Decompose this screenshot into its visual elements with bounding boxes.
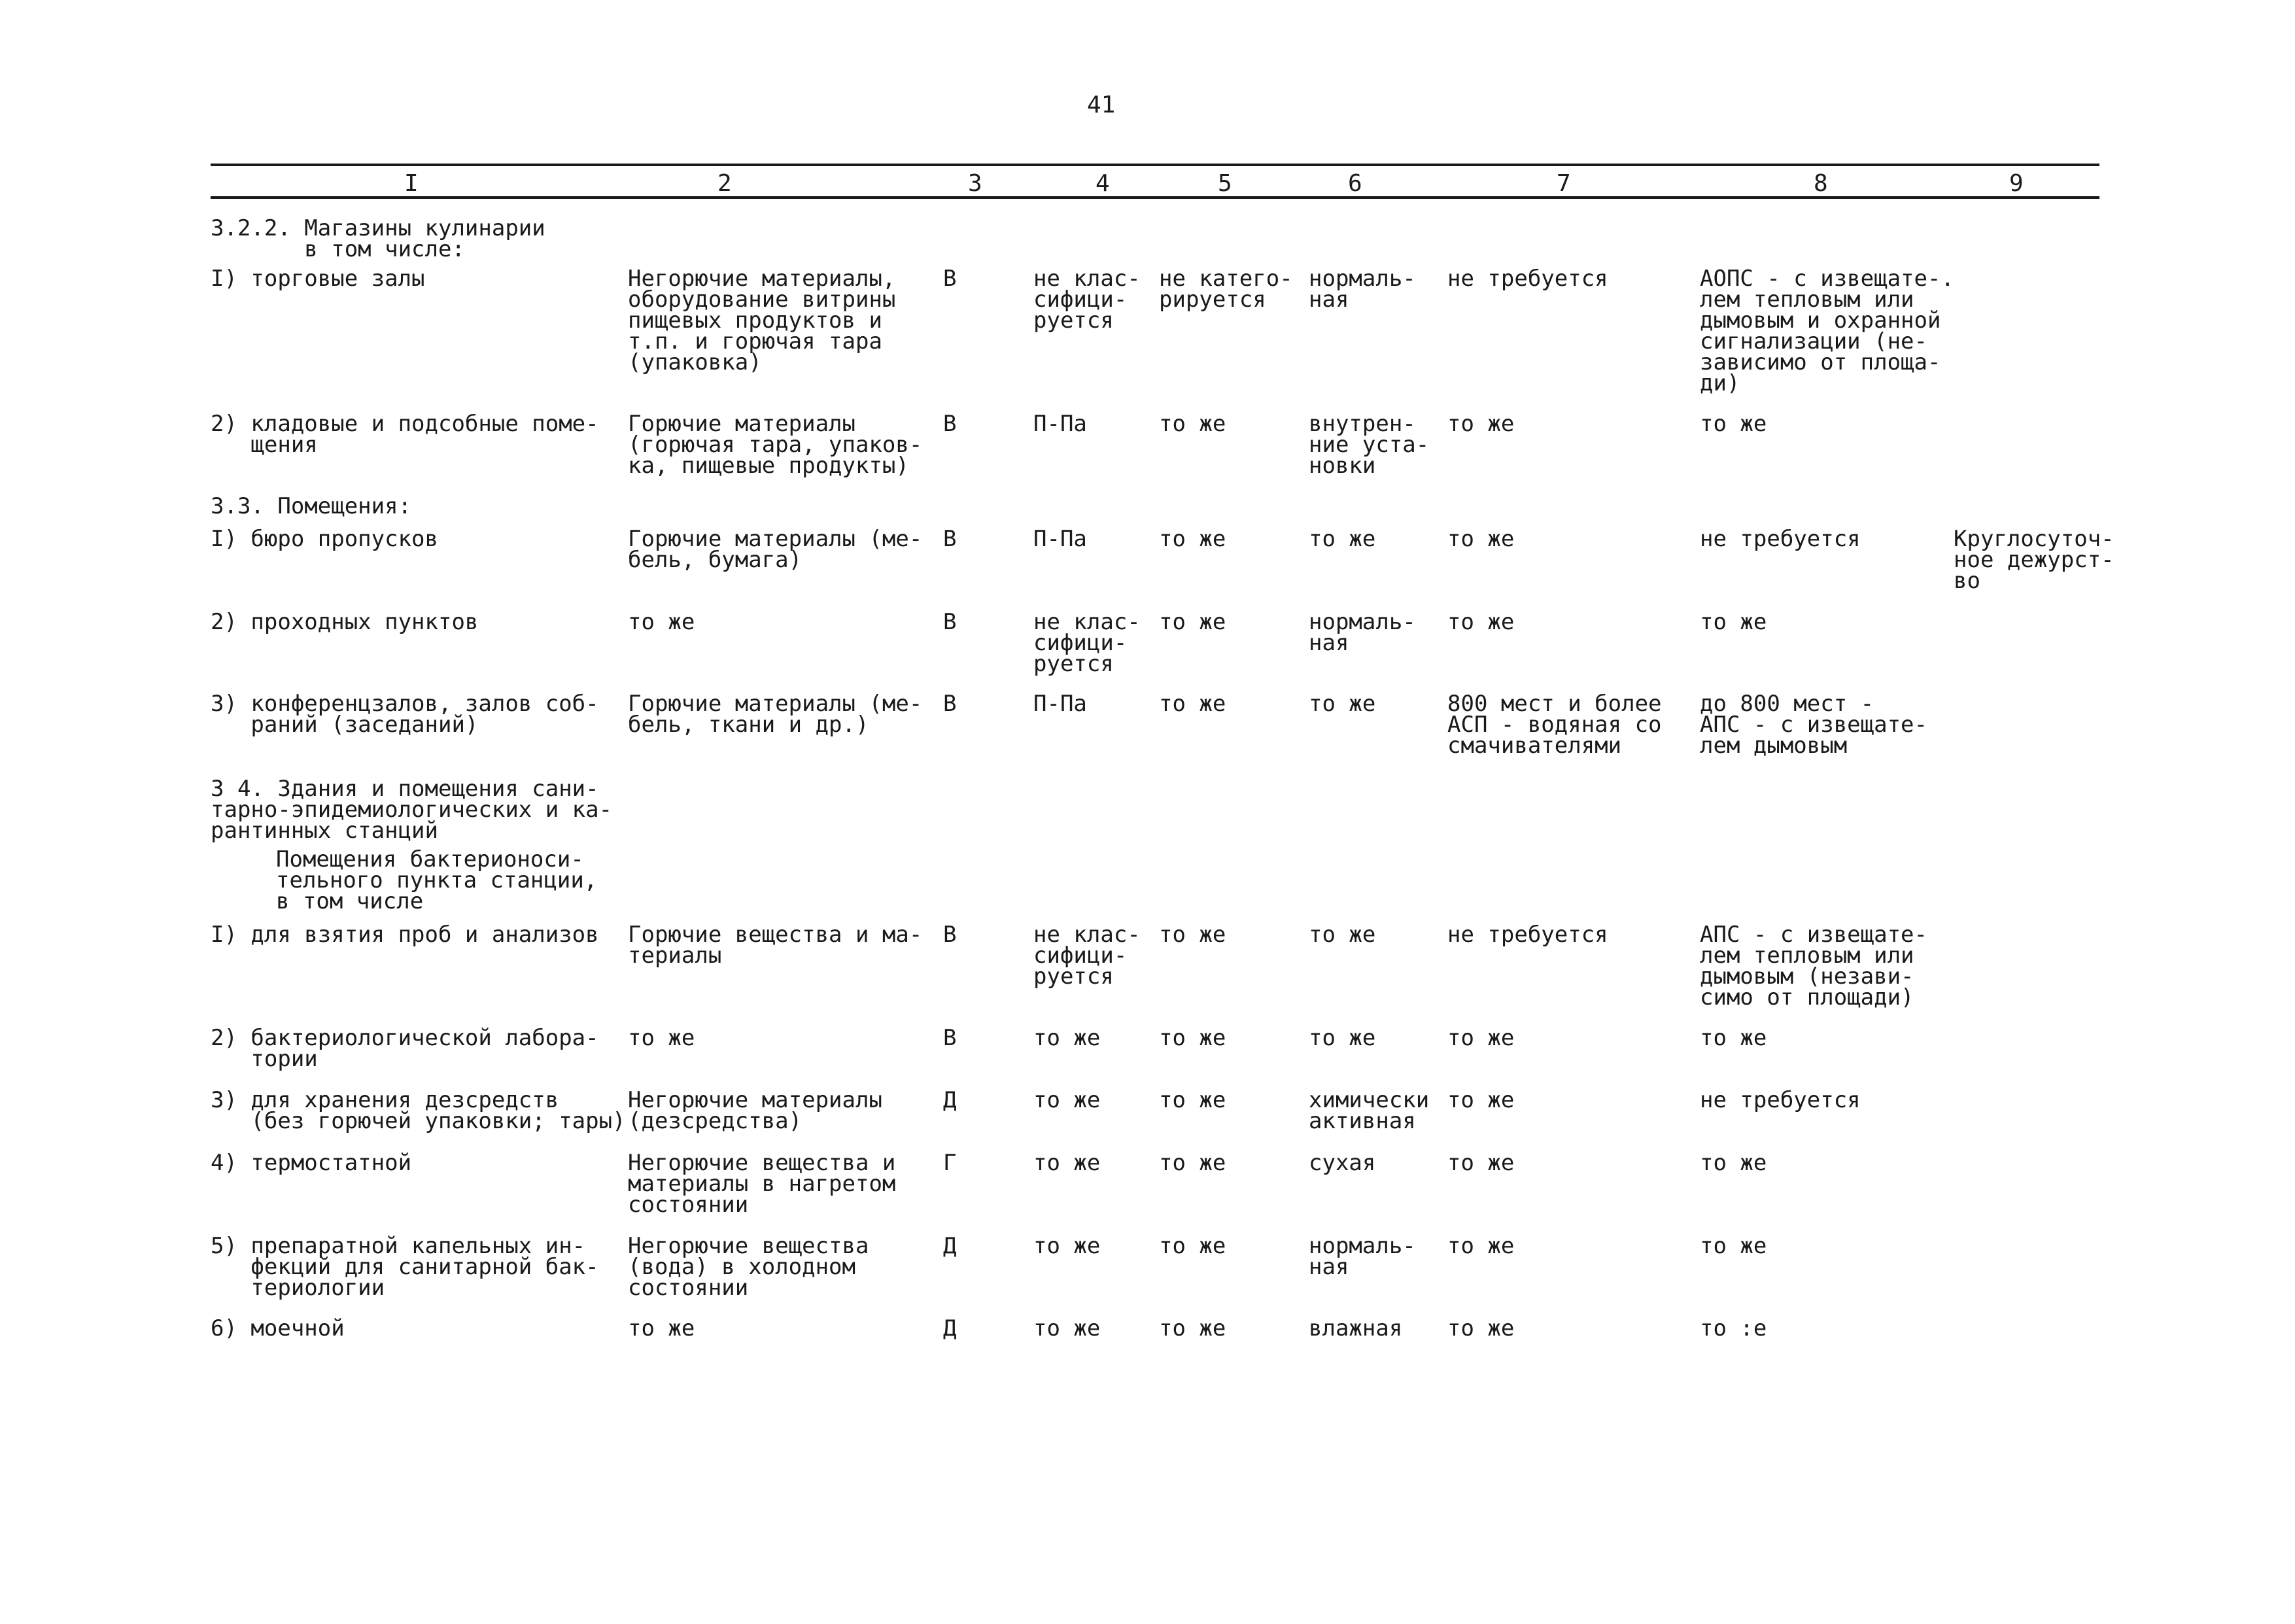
- column-header-3: 3: [968, 170, 982, 197]
- table-cell-col-1: 2) бактериологической лабора- тории: [211, 1025, 599, 1072]
- table-cell-col-4: то же: [1033, 1087, 1101, 1113]
- page-number: 41: [1087, 92, 1116, 118]
- table-cell-col-1: 2) проходных пунктов: [211, 609, 479, 635]
- table-cell-col-7: не требуется: [1447, 266, 1608, 292]
- table-cell-col-7: то же: [1447, 609, 1515, 635]
- table-cell-col-4: то же: [1033, 1233, 1101, 1259]
- table-cell-col-3: Г: [943, 1150, 957, 1176]
- table-cell-col-1: 3) конференцзалов, залов соб- раний (заседаний): [211, 691, 599, 738]
- table-cell-col-6: то же: [1309, 691, 1376, 717]
- column-header-8: 8: [1814, 170, 1828, 197]
- table-cell-col-2: Негорючие вещества и материалы в нагретом состоянии: [628, 1150, 896, 1218]
- table-cell-col-7: то же: [1447, 1025, 1515, 1051]
- table-cell-col-3: В: [943, 922, 957, 948]
- table-cell-col-6: сухая: [1309, 1150, 1376, 1176]
- table-cell-col-4: П-Па: [1033, 526, 1087, 552]
- section-subheading: Помещения бактерионоси- тельного пункта станции, в том числе: [276, 846, 598, 914]
- table-cell-col-1: I) торговые залы: [211, 266, 425, 292]
- table-cell-col-8: то же: [1700, 411, 1767, 437]
- table-cell-col-3: В: [943, 411, 957, 437]
- table-cell-col-8: то :е: [1700, 1315, 1767, 1341]
- table-cell-col-5: то же: [1159, 691, 1226, 717]
- table-cell-col-3: В: [943, 691, 957, 717]
- column-header-2: 2: [717, 170, 732, 197]
- table-cell-col-6: то же: [1309, 526, 1376, 552]
- table-cell-col-7: то же: [1447, 1150, 1515, 1176]
- table-cell-col-7: то же: [1447, 1233, 1515, 1259]
- table-cell-col-2: Горючие материалы (ме- бель, ткани и др.): [628, 691, 923, 738]
- table-cell-col-5: то же: [1159, 922, 1226, 948]
- section-heading: 3.2.2. Магазины кулинарии в том числе:: [211, 215, 545, 262]
- table-cell-col-2: Горючие материалы (горючая тара, упаков- ка, пищевые продукты): [628, 411, 923, 479]
- table-cell-col-7: не требуется: [1447, 922, 1608, 948]
- table-cell-col-2: то же: [628, 1025, 695, 1051]
- table-cell-col-2: то же: [628, 1315, 695, 1341]
- table-cell-col-1: 5) препаратной капельных ин- фекций для санитарной бак- териологии: [211, 1233, 599, 1301]
- table-cell-col-3: В: [943, 1025, 957, 1051]
- table-cell-col-8: то же: [1700, 1025, 1767, 1051]
- column-header-1: I: [404, 170, 419, 197]
- table-cell-col-6: то же: [1309, 922, 1376, 948]
- column-header-5: 5: [1218, 170, 1232, 197]
- table-cell-col-3: В: [943, 526, 957, 552]
- header-rule-top: [211, 164, 2099, 166]
- table-cell-col-8: АОПС - с извещате-. лем тепловым или дымовым и охранной сигнализации (не- зависимо от площа- ди): [1700, 266, 1954, 396]
- column-header-row: [0, 170, 2295, 196]
- table-cell-col-6: нормаль- ная: [1309, 609, 1416, 656]
- column-header-9: 9: [2009, 170, 2024, 197]
- table-cell-col-8: то же: [1700, 1233, 1767, 1259]
- table-cell-col-5: то же: [1159, 1315, 1226, 1341]
- table-cell-col-8: не требуется: [1700, 526, 1861, 552]
- table-cell-col-4: не клас- сифици- руется: [1033, 609, 1141, 677]
- table-cell-col-2: Негорючие материалы (дезсредства): [628, 1087, 882, 1134]
- table-cell-col-2: Негорючие материалы, оборудование витрины пищевых продуктов и т.п. и горючая тара (упаковка): [628, 266, 896, 375]
- table-cell-col-4: П-Па: [1033, 411, 1087, 437]
- table-cell-col-7: то же: [1447, 526, 1515, 552]
- table-cell-col-8: АПС - с извещате- лем тепловым или дымовым (незави- симо от площади): [1700, 922, 1927, 1011]
- table-cell-col-4: то же: [1033, 1150, 1101, 1176]
- table-cell-col-1: 6) моечной: [211, 1315, 345, 1341]
- table-cell-col-3: В: [943, 266, 957, 292]
- table-cell-col-1: I) бюро пропусков: [211, 526, 438, 552]
- table-cell-col-2: Горючие вещества и ма- териалы: [628, 922, 923, 969]
- table-cell-col-9: Круглосуточ- ное дежурст- во: [1954, 526, 2114, 594]
- table-cell-col-5: то же: [1159, 609, 1226, 635]
- table-cell-col-7: то же: [1447, 411, 1515, 437]
- table-cell-col-4: то же: [1033, 1025, 1101, 1051]
- section-heading: 3.3. Помещения:: [211, 493, 412, 519]
- table-cell-col-3: В: [943, 609, 957, 635]
- table-cell-col-8: то же: [1700, 1150, 1767, 1176]
- table-cell-col-6: внутрен- ние уста- новки: [1309, 411, 1430, 479]
- table-cell-col-8: то же: [1700, 609, 1767, 635]
- table-cell-col-1: 3) для хранения дезсредств (без горючей упаковки; тары): [211, 1087, 626, 1134]
- table-cell-col-2: то же: [628, 609, 695, 635]
- table-cell-col-6: химически активная: [1309, 1087, 1430, 1134]
- table-cell-col-3: Д: [943, 1087, 957, 1113]
- table-cell-col-6: влажная: [1309, 1315, 1403, 1341]
- table-cell-col-3: Д: [943, 1315, 957, 1341]
- table-cell-col-6: нормаль- ная: [1309, 266, 1416, 313]
- table-cell-col-4: не клас- сифици- руется: [1033, 922, 1141, 990]
- table-cell-col-7: 800 мест и более АСП - водяная со смачивателями: [1447, 691, 1662, 759]
- table-cell-col-5: то же: [1159, 1025, 1226, 1051]
- header-rule-bottom: [211, 196, 2099, 199]
- table-cell-col-6: то же: [1309, 1025, 1376, 1051]
- table-cell-col-8: до 800 мест - АПС - с извещате- лем дымовым: [1700, 691, 1927, 759]
- table-cell-col-4: не клас- сифици- руется: [1033, 266, 1141, 334]
- column-header-4: 4: [1096, 170, 1110, 197]
- table-cell-col-5: не катего- рируется: [1159, 266, 1293, 313]
- table-cell-col-4: П-Па: [1033, 691, 1087, 717]
- table-cell-col-4: то же: [1033, 1315, 1101, 1341]
- table-cell-col-5: то же: [1159, 1150, 1226, 1176]
- table-cell-col-7: то же: [1447, 1087, 1515, 1113]
- table-cell-col-5: то же: [1159, 411, 1226, 437]
- section-heading: 3 4. Здания и помещения сани- тарно-эпидемиологических и ка- рантинных станций: [211, 776, 613, 844]
- table-cell-col-1: 4) термостатной: [211, 1150, 412, 1176]
- table-cell-col-1: I) для взятия проб и анализов: [211, 922, 599, 948]
- table-cell-col-2: Горючие материалы (ме- бель, бумага): [628, 526, 923, 573]
- table-cell-col-5: то же: [1159, 526, 1226, 552]
- table-cell-col-7: то же: [1447, 1315, 1515, 1341]
- table-cell-col-5: то же: [1159, 1233, 1226, 1259]
- column-header-6: 6: [1348, 170, 1362, 197]
- table-cell-col-5: то же: [1159, 1087, 1226, 1113]
- column-header-7: 7: [1557, 170, 1571, 197]
- table-cell-col-8: не требуется: [1700, 1087, 1861, 1113]
- table-cell-col-6: нормаль- ная: [1309, 1233, 1416, 1280]
- table-cell-col-2: Негорючие вещества (вода) в холодном состоянии: [628, 1233, 869, 1301]
- table-cell-col-3: Д: [943, 1233, 957, 1259]
- table-cell-col-1: 2) кладовые и подсобные поме- щения: [211, 411, 599, 458]
